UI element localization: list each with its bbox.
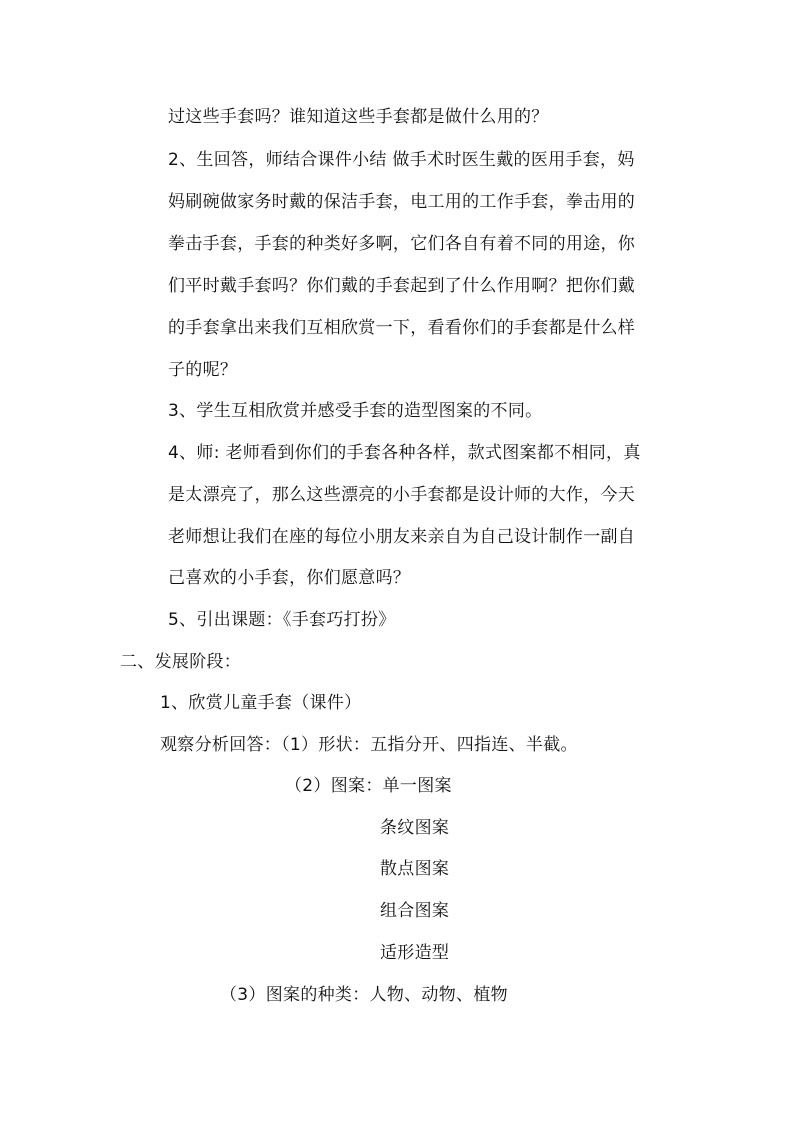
text-line: 观察分析回答：（1）形状：五指分开、四指连、半截。 (160, 735, 578, 755)
text-line: 适形造型 (380, 943, 450, 963)
text-line: 组合图案 (380, 901, 450, 921)
text-line: 是太漂亮了，那么这些漂亮的小手套都是设计师的大作，今天 (168, 485, 636, 505)
text-line: 1、欣赏儿童手套（课件） (160, 693, 362, 713)
text-line: （3）图案的种类：人物、动物、植物 (220, 985, 508, 1005)
text-line: 散点图案 (380, 859, 450, 879)
text-line: 4、师: 老师看到你们的手套各种各样，款式图案都不相同，真 (168, 443, 641, 463)
text-line: 3、学生互相欣赏并感受手套的造型图案的不同。 (168, 401, 543, 421)
text-line: 己喜欢的小手套，你们愿意吗？ (168, 568, 411, 588)
text-line: 子的呢？ (168, 360, 238, 380)
text-line: 拳击手套，手套的种类好多啊，它们各自有着不同的用途，你 (168, 234, 636, 254)
text-line: 过这些手套吗？谁知道这些手套都是做什么用的？ (168, 107, 549, 127)
section-heading: 二、发展阶段： (120, 652, 242, 672)
text-line: 们平时戴手套吗？你们戴的手套起到了什么作用啊？把你们戴 (168, 276, 636, 296)
text-line: 5、引出课题：《手套巧打扮》 (168, 610, 396, 630)
text-line: 的手套拿出来我们互相欣赏一下，看看你们的手套都是什么样 (168, 318, 636, 338)
text-line: 老师想让我们在座的每位小朋友来亲自为自己设计制作一副自 (168, 527, 636, 547)
text-line: 2、生回答，师结合课件小结 做手术时医生戴的医用手套，妈 (168, 150, 635, 170)
text-line: （2）图案：单一图案 (285, 776, 452, 796)
text-line: 妈刷碗做家务时戴的保洁手套，电工用的工作手套，拳击用的 (168, 192, 636, 212)
text-line: 条纹图案 (380, 818, 450, 838)
